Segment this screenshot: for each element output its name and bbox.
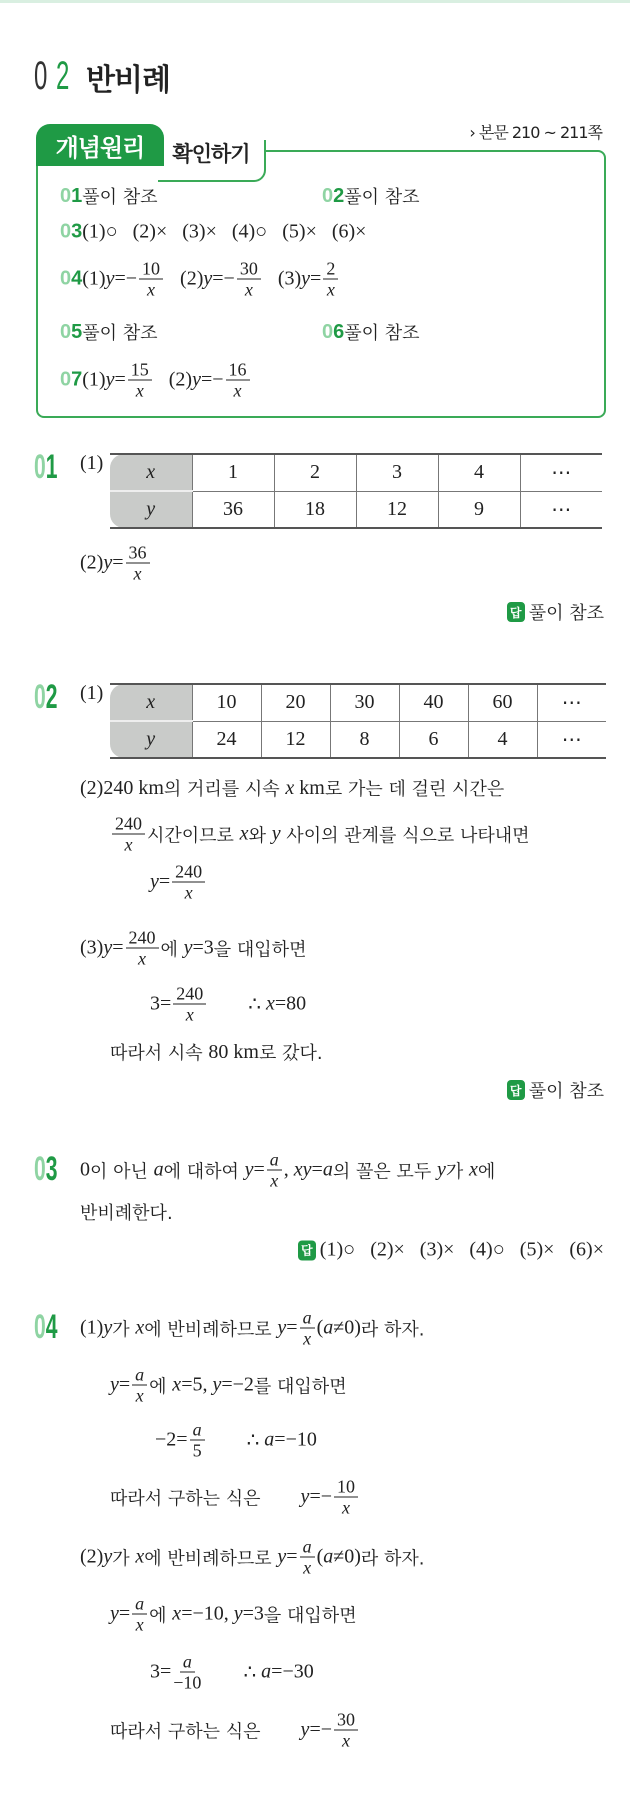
fraction-denominator: x xyxy=(135,1385,144,1406)
text-run: ( xyxy=(316,1316,324,1339)
fraction-denominator: x xyxy=(135,380,144,401)
text-run: 가 xyxy=(112,1548,136,1569)
text-run: =5, xyxy=(181,1373,213,1396)
number-digit: 0 xyxy=(34,1308,46,1346)
concept-answer-row xyxy=(60,319,158,345)
number-digit: 0 xyxy=(34,1150,46,1188)
text-run: =−30 xyxy=(271,1660,314,1683)
answer-line xyxy=(298,1239,604,1262)
math-variable: y xyxy=(271,822,281,845)
number-digit: 0 xyxy=(322,184,334,207)
text-run: 3= xyxy=(150,1660,172,1683)
table-cell: 30 xyxy=(330,684,399,721)
text-run: 이 아닌 xyxy=(90,1161,154,1182)
problem-number xyxy=(60,369,82,392)
math-variable: y xyxy=(436,1158,446,1181)
fraction-denominator: x xyxy=(233,380,242,401)
table-cell: 1 xyxy=(192,454,274,491)
problem-number xyxy=(34,448,57,487)
math-variable: y xyxy=(103,1316,113,1339)
problem-number xyxy=(60,221,82,244)
math-variable: y xyxy=(203,267,213,290)
text-run: 풀이 참조 xyxy=(528,603,604,624)
fraction xyxy=(128,360,152,401)
math-variable: y xyxy=(110,1373,119,1396)
math-variable: x xyxy=(285,776,295,799)
fraction-denominator: x xyxy=(244,279,253,300)
table-row xyxy=(110,454,602,491)
text-run: 풀이 참조 xyxy=(82,323,158,344)
text-run: =3 xyxy=(242,1602,264,1625)
text-run: =− xyxy=(200,368,224,391)
fraction-numerator: 15 xyxy=(128,360,152,381)
value-table xyxy=(110,683,606,759)
fraction xyxy=(139,259,163,300)
math-variable: y xyxy=(212,1373,222,1396)
text-run: =− xyxy=(309,1718,332,1741)
fraction xyxy=(173,984,206,1025)
number-digit: 2 xyxy=(45,678,58,716)
fraction-denominator: x xyxy=(184,882,193,903)
table-row-header: y xyxy=(110,721,192,758)
math-variable: y xyxy=(105,267,115,290)
fraction-numerator: 240 xyxy=(173,984,206,1005)
fraction xyxy=(172,862,205,903)
fraction-numerator: 240 xyxy=(112,814,145,835)
solution-line xyxy=(110,1477,360,1518)
text-run: =− xyxy=(212,267,235,290)
fraction-numerator: a xyxy=(300,1308,315,1329)
problem-number xyxy=(34,1150,57,1189)
text-run: 풀이 참조 xyxy=(528,1081,604,1102)
table-cell: 8 xyxy=(330,721,399,758)
math-variable: y xyxy=(110,1602,119,1625)
math-variable: x xyxy=(135,1545,145,1568)
math-variable: y xyxy=(192,368,201,391)
text-run: (1) xyxy=(82,368,106,391)
table-cell: 10 xyxy=(192,684,261,721)
text-run: 의 거리를 시속 xyxy=(163,779,286,800)
table-cell: ⋯ xyxy=(520,454,602,491)
fraction-numerator: 30 xyxy=(334,1710,358,1731)
answer-icon: 답 xyxy=(298,1240,316,1260)
table-row-header: y xyxy=(110,491,192,528)
section-number-second: 2 xyxy=(56,54,70,98)
solution-line xyxy=(110,814,530,855)
solution-line xyxy=(150,984,306,1025)
text-run: 풀이 참조 xyxy=(344,187,420,208)
fraction-denominator: x xyxy=(326,279,335,300)
fraction-numerator: 240 xyxy=(126,928,159,949)
solution-line xyxy=(150,862,207,903)
fraction-denominator: x xyxy=(342,1730,350,1751)
text-run: 에 반비례하므로 xyxy=(144,1548,278,1569)
number-digit: 7 xyxy=(71,368,83,391)
fraction xyxy=(300,1308,315,1349)
fraction-denominator: x xyxy=(342,1497,350,1518)
number-digit: 0 xyxy=(60,184,72,207)
text-run: 따라서 구하는 식은 xyxy=(110,1488,261,1509)
number-digit: 0 xyxy=(60,220,72,243)
text-run: 가 xyxy=(112,1319,136,1340)
text-run: (1) xyxy=(80,1316,104,1339)
text-run: = xyxy=(253,1158,265,1181)
table-cell: 3 xyxy=(356,454,438,491)
text-run: 로 가는 데 걸린 시간은 xyxy=(324,779,505,800)
fraction-numerator: 240 xyxy=(172,862,205,883)
text-run: 에 xyxy=(477,1161,496,1182)
text-run: 에 xyxy=(149,1376,173,1397)
problem-number xyxy=(322,321,344,344)
value-table xyxy=(110,453,602,529)
text-run: (2) xyxy=(153,368,193,391)
text-run: 의 꼴은 모두 xyxy=(332,1161,437,1182)
text-run: 을 대입하면 xyxy=(263,1605,357,1626)
table-cell: 6 xyxy=(399,721,468,758)
problem-number xyxy=(322,185,344,208)
fraction-numerator: 16 xyxy=(226,360,250,381)
math-variable: y xyxy=(301,267,311,290)
number-digit: 0 xyxy=(60,368,72,391)
problem-number xyxy=(34,1308,57,1347)
fraction xyxy=(132,1365,147,1406)
text-run: 을 대입하면 xyxy=(213,939,307,960)
fraction-denominator: x xyxy=(138,948,146,969)
tab-concept xyxy=(36,124,164,166)
text-run: (2) xyxy=(165,267,204,290)
fraction-numerator: a xyxy=(190,1420,205,1441)
text-run xyxy=(261,1486,301,1509)
text-run: 풀이 참조 xyxy=(82,187,158,208)
solution-line xyxy=(80,543,152,584)
number-digit: 3 xyxy=(45,1150,58,1188)
math-variable: y xyxy=(183,936,193,959)
text-run: 시간이므로 xyxy=(147,825,240,846)
concept-answer-row xyxy=(322,183,420,209)
table-cell: ⋯ xyxy=(537,684,606,721)
fraction-denominator: x xyxy=(270,1170,279,1191)
table-cell: 12 xyxy=(261,721,330,758)
number-digit: 3 xyxy=(71,220,83,243)
fraction-numerator: a xyxy=(180,1652,195,1673)
text-run: = xyxy=(311,1158,323,1181)
text-run: ∴ xyxy=(206,1429,265,1452)
fraction-numerator: 30 xyxy=(237,259,261,280)
math-variable: a xyxy=(261,1660,272,1683)
table-cell: 40 xyxy=(399,684,468,721)
text-run: 와 xyxy=(248,825,272,846)
math-variable: y xyxy=(300,1485,310,1508)
text-run: 사이의 관계를 식으로 나타내면 xyxy=(280,825,530,846)
math-variable: x xyxy=(266,992,275,1015)
text-run: (2)240 km xyxy=(80,776,164,799)
math-variable: y xyxy=(103,1545,113,1568)
fraction xyxy=(132,1594,147,1635)
text-run: ≠0) xyxy=(333,1545,361,1568)
text-run: = xyxy=(286,1545,298,1568)
problem-number xyxy=(60,268,82,291)
text-run: 0 xyxy=(80,1158,90,1181)
text-run: ∴ xyxy=(203,1661,262,1684)
fraction-denominator: x xyxy=(133,563,142,584)
math-variable: x xyxy=(468,1158,478,1181)
math-variable: y xyxy=(103,551,113,574)
text-run: −2= xyxy=(155,1428,188,1451)
problem-number xyxy=(60,321,82,344)
text-run: ≠0) xyxy=(333,1316,361,1339)
solution-line xyxy=(80,928,306,969)
fraction-denominator: 5 xyxy=(192,1440,202,1461)
math-variable: a xyxy=(322,1158,333,1181)
number-digit: 0 xyxy=(60,320,72,343)
fraction-denominator: x xyxy=(185,1004,194,1025)
tab-confirm-label: 확인하기 xyxy=(172,142,250,166)
solution-line xyxy=(110,1594,357,1635)
text-run: 라 하자. xyxy=(360,1319,425,1340)
concept-answer-row xyxy=(60,221,366,244)
math-variable: a xyxy=(323,1545,334,1568)
fraction-denominator: x xyxy=(303,1328,312,1349)
fraction xyxy=(267,1150,282,1191)
math-variable: y xyxy=(300,1718,310,1741)
concept-answer-row xyxy=(60,183,158,209)
answer-icon: 답 xyxy=(507,1080,525,1100)
fraction xyxy=(126,543,150,584)
math-variable: y xyxy=(233,1602,243,1625)
part-label: (1) xyxy=(80,452,104,474)
concept-answer-row xyxy=(60,360,252,401)
solution-line xyxy=(80,1150,495,1191)
text-run: (1)○ (2)× (3)× (4)○ (5)× (6)× xyxy=(82,220,367,243)
table-cell: 24 xyxy=(192,721,261,758)
fraction-denominator: x xyxy=(147,279,156,300)
text-run: =3 xyxy=(192,936,214,959)
text-run: 80 km xyxy=(208,1040,259,1063)
solution-line xyxy=(80,775,504,801)
table-cell: 20 xyxy=(261,684,330,721)
math-variable: a xyxy=(264,1428,275,1451)
math-variable: y xyxy=(244,1158,254,1181)
fraction-denominator: x xyxy=(135,1614,144,1635)
text-run: = xyxy=(310,267,322,290)
text-run: = xyxy=(112,936,124,959)
tab-confirm xyxy=(158,140,266,182)
number-digit: 1 xyxy=(71,184,83,207)
fraction-numerator: a xyxy=(267,1150,282,1171)
text-run: = xyxy=(158,870,171,893)
fraction xyxy=(126,928,159,969)
solution-line xyxy=(150,1652,314,1693)
number-digit: 5 xyxy=(71,320,83,343)
text-run: =−10, xyxy=(181,1602,234,1625)
text-run: (1)○ (2)× (3)× (4)○ (5)× (6)× xyxy=(319,1238,604,1261)
solution-line xyxy=(110,1710,360,1751)
table-row-header: x xyxy=(110,684,192,721)
fraction-numerator: 10 xyxy=(334,1477,358,1498)
table-cell: 36 xyxy=(192,491,274,528)
solution-line xyxy=(110,1039,323,1065)
text-run: 풀이 참조 xyxy=(344,323,420,344)
text-run: 3= xyxy=(150,992,172,1015)
fraction xyxy=(190,1420,205,1461)
text-run: km xyxy=(294,776,325,799)
solution-line xyxy=(155,1420,317,1461)
text-run: =−10 xyxy=(274,1428,317,1451)
text-run: ( xyxy=(316,1545,324,1568)
math-variable: a xyxy=(153,1158,164,1181)
section-number-first: 0 xyxy=(34,54,48,98)
text-run: =80 xyxy=(274,992,307,1015)
table-cell: 4 xyxy=(468,721,537,758)
text-run: (3) xyxy=(80,936,104,959)
number-digit: 0 xyxy=(34,448,46,486)
fraction xyxy=(226,360,250,401)
text-run: ∴ xyxy=(208,993,267,1016)
text-run: 에 xyxy=(149,1605,173,1626)
top-divider xyxy=(0,0,630,3)
text-run: 반비례한다. xyxy=(80,1203,173,1224)
fraction-numerator: a xyxy=(132,1594,147,1615)
part-label: (1) xyxy=(80,682,104,704)
fraction xyxy=(173,1652,201,1693)
math-variable: y xyxy=(103,936,113,959)
text-run: = xyxy=(114,368,126,391)
text-run: , xyxy=(283,1158,294,1181)
text-run: 따라서 시속 xyxy=(110,1043,209,1064)
fraction-numerator: 10 xyxy=(139,259,163,280)
table-row xyxy=(110,684,606,721)
number-digit: 2 xyxy=(333,184,345,207)
table-cell: ⋯ xyxy=(537,721,606,758)
number-digit: 4 xyxy=(71,267,83,290)
math-variable: y xyxy=(105,368,115,391)
text-run: 를 대입하면 xyxy=(253,1376,347,1397)
text-run: (2) xyxy=(80,551,104,574)
fraction xyxy=(300,1537,315,1578)
concept-answer-row xyxy=(60,259,340,300)
page-title xyxy=(34,54,170,99)
text-run: = xyxy=(118,1373,131,1396)
math-variable: x xyxy=(172,1373,182,1396)
number-digit: 0 xyxy=(60,267,72,290)
text-run: 로 갔다. xyxy=(258,1043,323,1064)
table-cell: ⋯ xyxy=(520,491,602,528)
solution-line xyxy=(80,1199,173,1225)
text-run: =−2 xyxy=(221,1373,254,1396)
text-run: (3) xyxy=(262,267,302,290)
section-title: 반비례 xyxy=(86,62,170,98)
text-run: 따라서 구하는 식은 xyxy=(110,1721,261,1742)
table-row-header: x xyxy=(110,454,192,491)
text-run: = xyxy=(112,551,124,574)
number-digit: 0 xyxy=(322,320,334,343)
table-cell: 18 xyxy=(274,491,356,528)
fraction-numerator: a xyxy=(132,1365,147,1386)
fraction xyxy=(334,1710,358,1751)
fraction-denominator: x xyxy=(124,834,133,855)
number-digit: 6 xyxy=(333,320,345,343)
text-run: =− xyxy=(114,267,138,290)
solution-line xyxy=(80,1308,425,1349)
solution-line xyxy=(80,1537,425,1578)
fraction-numerator: 2 xyxy=(323,259,338,280)
table-cell: 2 xyxy=(274,454,356,491)
math-variable: x xyxy=(172,1602,182,1625)
answer-icon: 답 xyxy=(507,602,525,622)
fraction-denominator: x xyxy=(303,1557,312,1578)
text-run: (1) xyxy=(82,267,106,290)
math-variable: x xyxy=(239,822,249,845)
table-cell: 60 xyxy=(468,684,537,721)
answer-line xyxy=(507,599,604,625)
table-cell: 4 xyxy=(438,454,520,491)
number-digit: 0 xyxy=(34,678,46,716)
math-variable: xy xyxy=(293,1158,312,1181)
text-run: = xyxy=(286,1316,298,1339)
math-variable: y xyxy=(277,1545,287,1568)
number-digit: 4 xyxy=(45,1308,58,1346)
fraction-denominator: −10 xyxy=(173,1672,202,1693)
text-run: = xyxy=(118,1602,131,1625)
table-cell: 12 xyxy=(356,491,438,528)
text-run xyxy=(261,1719,301,1742)
math-variable: y xyxy=(150,870,159,893)
number-digit: 1 xyxy=(45,448,58,486)
answer-line xyxy=(507,1077,604,1103)
text-run: 에 반비례하므로 xyxy=(144,1319,278,1340)
concept-answer-row xyxy=(322,319,420,345)
math-variable: a xyxy=(323,1316,334,1339)
text-run: 라 하자. xyxy=(360,1548,425,1569)
problem-number xyxy=(60,185,82,208)
fraction xyxy=(334,1477,358,1518)
textbook-reference: › 본문 210 ~ 211쪽 xyxy=(469,123,602,142)
fraction-numerator: 36 xyxy=(126,543,150,564)
math-variable: x xyxy=(135,1316,145,1339)
table-row xyxy=(110,491,602,528)
solution-line xyxy=(110,1365,347,1406)
text-run: 에 xyxy=(160,939,184,960)
text-run: 에 대하여 xyxy=(163,1161,245,1182)
fraction xyxy=(237,259,261,300)
fraction xyxy=(323,259,338,300)
text-run: (2) xyxy=(80,1545,104,1568)
problem-number xyxy=(34,678,57,717)
text-run: =− xyxy=(309,1485,332,1508)
text-run: 가 xyxy=(445,1161,469,1182)
fraction-numerator: a xyxy=(300,1537,315,1558)
table-cell: 9 xyxy=(438,491,520,528)
table-row xyxy=(110,721,606,758)
fraction xyxy=(112,814,145,855)
tab-concept-label: 개념원리 xyxy=(55,133,145,162)
math-variable: y xyxy=(277,1316,287,1339)
